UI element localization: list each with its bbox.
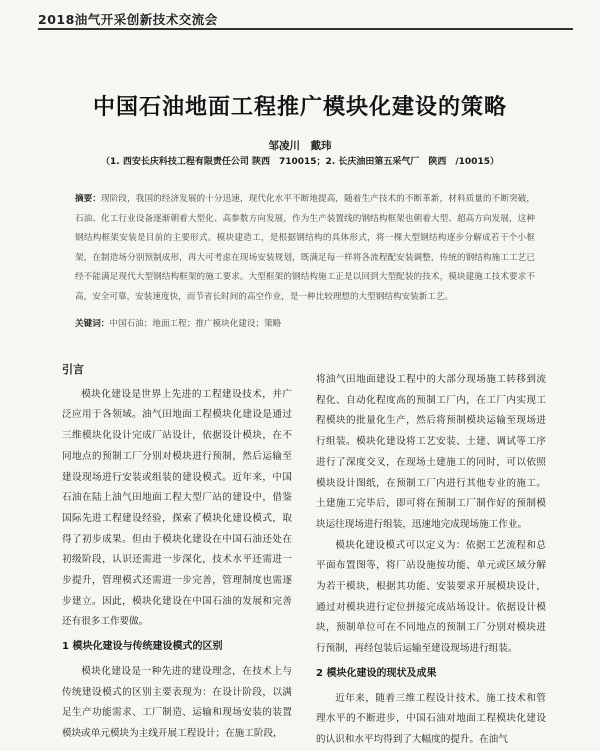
abstract-label: 摘要： xyxy=(75,194,102,204)
right-paragraph-continued: 将油气田地面建设工程中的大部分现场施工转移到流程化、自动化程度高的预制工厂内，在工厂内实现工程模块的批量化生产，然后将预制模块运输至现场进行组装。模块化建设将工艺安装、土建、调试等工序进行了深度交叉，在现场土建施工的同时，可以依照模块设计图纸，在预制工厂内进行其他专业的施工。土建施工完毕后，即可将在预制工厂制作好的预制模块运往现场进行组装，迅速地完成现场施工作业。 xyxy=(316,374,546,530)
abstract xyxy=(75,190,535,308)
intro-heading: 引言 xyxy=(62,363,84,376)
left-column xyxy=(62,360,292,745)
affiliation: （1. 西安长庆科技工程有限责任公司 陕西 710015；2. 长庆油田第五采气厂 陕西 /10015） xyxy=(101,157,499,167)
right-paragraph-definition: 模块化建设模式可以定义为：依据工艺流程和总平面布置图等，将厂站设施按功能、单元或区域分解为若干模块，根据其功能、安装要求开展模块设计，通过对模块进行定位拼接完成站场设计。依据设计模块，预制单位可在不同地点的预制工厂分别对模块进行预制，再经包装后运输至建设现场进行组装。 xyxy=(316,539,546,655)
keywords xyxy=(75,317,535,329)
keywords-label: 关键词： xyxy=(75,319,110,329)
intro-paragraph: 模块化建设是世界上先进的工程建设技术，并广泛应用于各领域。油气田地面工程模块化建设是通过三维模块化设计完成厂站设计，依据设计模块，在不同地点的预制工厂分别对模块进行预制，然后运输至建设现场进行安装或组装的建设模式。近年来，中国石油在陆上油气田地面工程大型厂站的建设中，借鉴国际先进工程建设经验，探索了模块化建设模式，取得了初步成果。但由于模块化建设在中国石油还处在初级阶段，认识还需进一步深化，技术水平还需进一步提升，管理模式还需进一步完善，管理制度也需逐步建立。因此，模块化建设在中国石油的发展和完善还有很多工作要做。 xyxy=(62,388,292,628)
header-rule xyxy=(38,28,573,30)
abstract-text: 现阶段，我国的经济发展的十分迅速，现代化水平不断地提高，随着生产技术的不断革新，材料质量的不断突破，石油、化工行业设备逐渐朝着大型化、高参数方向发展，作为生产装置线的钢结构框架也朝着大型、超高方向发展，这种钢结构框架安装是目前的主要形式。模块建造工，是根据钢结构的具体形式，将一棵大型钢结构逐步分解成若干个小框架，在制造场分别预制成形，再大可考虑在现场安装规划，既满足每一样将各流程配安装调整，传统的钢结构施工工艺已经不能满足现代大型钢结构框架的施工要求。大型框架的钢结构施工正是以回到大型配装的技术，模块建施工技术要求不高，安全可靠，安装速度快，而节省长时间的高空作业，是一种比较理想的大型钢结构安装新工艺。 xyxy=(75,194,535,302)
article-title: 中国石油地面工程推广模块化建设的策略 xyxy=(92,95,507,120)
authors: 邹凌川 戴玮 xyxy=(268,140,332,152)
section1-paragraph: 模块化建设是一种先进的建设理念，在技术上与传统建设模式的区别主要表现为：在设计阶段，以满足生产功能需求、工厂制造、运输和现场安装的装置模块或单元模块为主线开展工程设计；在施工阶段， xyxy=(62,665,292,739)
journal-header: 2018油气开采创新技术交流会 xyxy=(38,12,218,27)
keywords-text: 中国石油；地面工程；推广模块化建设；策略 xyxy=(109,319,282,329)
section1-heading: 1 模块化建设与传统建设模式的区别 xyxy=(62,641,223,653)
section2-paragraph: 近年来，随着三维工程设计技术、施工技术和管理水平的不断进步，中国石油对地面工程模块化建设的认识和水平均得到了大幅度的提升。在油气 xyxy=(316,692,546,745)
section2-heading: 2 模块化建设的现状及成果 xyxy=(316,667,437,679)
right-column xyxy=(316,370,546,751)
